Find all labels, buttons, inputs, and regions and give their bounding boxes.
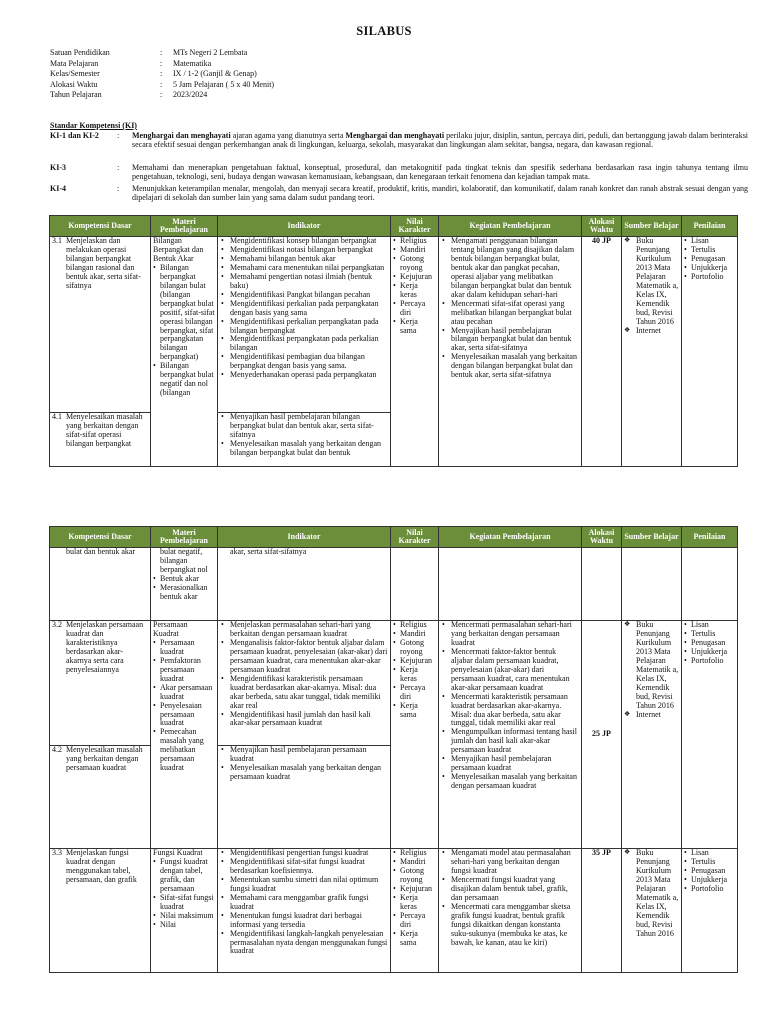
list-item: • Religius [393, 621, 436, 630]
list-item: • Menyajikan hasil pembelajaran persamaan kuadrat [220, 746, 388, 764]
list-item: • Menyajikan hasil pembelajaran bilangan berpangkat bulat dan bentuk akar, serta sifat-sifatnya [220, 413, 388, 440]
identity-label: Mata Pelajaran [50, 58, 99, 68]
identity-colon: : [160, 58, 163, 68]
table-row [50, 849, 738, 973]
nilai-list [393, 621, 436, 719]
list-item: • Penyelesaian persamaan kuadrat [153, 702, 215, 729]
list-item: • Mengidentifikasi langkah-langkah penyelesaian permasalahan nyata dengan menggunakan fungsi kuadrat [220, 930, 388, 957]
kegiatan-cell [439, 237, 582, 467]
nilai-cell [391, 621, 439, 849]
materi-lead: Persamaan Kuadrat [153, 620, 188, 638]
table-header-row [50, 216, 738, 237]
list-item: • Mandiri [393, 630, 436, 639]
list-item: • Lisan [684, 237, 735, 246]
list-item: • Pemecahan masalah yang melibatkan persamaan kuadrat [153, 728, 215, 773]
list-item: • Mencermati faktor-faktor bentuk aljabar dalam persamaan kuadrat, penyelesaian (akar-akar) dari persamaan kuadrat, cara menentukan akar-akar persamaan kuadrat [441, 648, 579, 693]
list-item: • Gotong royong [393, 639, 436, 657]
list-item: • Tertulis [684, 630, 735, 639]
list-item: • Nilai maksimum [153, 912, 215, 921]
list-item: • Memahami bilangan bentuk akar [220, 255, 388, 264]
list-item: • Gotong royong [393, 867, 436, 885]
ki-colon: : [117, 163, 120, 172]
list-item: • Kerja keras [393, 282, 436, 300]
header-kegiatan: Kegiatan Pembelajaran [439, 216, 582, 237]
list-item: • Akar persamaan kuadrat [153, 684, 215, 702]
header-sumber: Sumber Belajar [622, 216, 682, 237]
table-row [50, 548, 738, 621]
list-item: • Mengidentifikasi notasi bilangan berpangkat [220, 246, 388, 255]
indikator-cell: akar, serta sifat-sifatnya [218, 548, 391, 621]
header-nilai-karakter: Nilai Karakter [391, 216, 439, 237]
list-item: • Mengidentifikasi Pangkat bilangan pecahan [220, 291, 388, 300]
identity-value: 5 Jam Pelajaran ( 5 x 40 Menit) [173, 79, 275, 89]
list-item: ❖ Buku Penunjang Kurikulum 2013 Mata Pelajaran Matematik a, Kelas IX, Kemendik bud, Revisi Tahun 2016 [624, 849, 679, 939]
list-item: • Unjukkerja [684, 264, 735, 273]
header-alokasi: Alokasi Waktu [582, 527, 622, 548]
list-item: • Menyederhanakan operasi pada perpangkatan [220, 371, 388, 380]
kd-cell [50, 621, 151, 849]
penilaian-cell [682, 849, 738, 973]
header-indikator: Indikator [218, 216, 391, 237]
list-item: • Percaya diri [393, 912, 436, 930]
penilaian-list [684, 237, 735, 282]
kd-item: 4.2 Menyelesaikan masalah yang berkaitan dengan persamaan kuadrat [52, 745, 143, 772]
list-item: • Mengidentifikasi karakteristik persamaan kuadrat berdasarkan akar-akarnya. Misal: dua akar berbeda, satu akar tunggal, tidak memiliki akar real [220, 675, 388, 711]
sumber-list [624, 849, 679, 939]
header-alokasi: Alokasi Waktu [582, 216, 622, 237]
ki-text: Menghargai dan menghayati ajaran agama yang dianutnya serta Menghargai dan menghayati perilaku jujur, disiplin, santun, percaya diri, peduli, dan bertanggung jawab dalam berinteraksi secara efektif sesuai dengan perkembangan anak di lingkungan, keluarga, sekolah, masyarakat dan lingkungan alam sekitar, bangsa, negara, dan kawasan regional. [132, 131, 749, 150]
list-item: ❖ Internet [624, 327, 679, 336]
table-row [50, 237, 738, 467]
penilaian-list [684, 849, 735, 894]
list-item: • Menyelesaikan masalah yang berkaitan dengan bilangan berpangkat bulat dan bentuk [220, 440, 388, 458]
penilaian-cell [682, 237, 738, 467]
list-item: • Kerja sama [393, 318, 436, 336]
identity-colon: : [160, 69, 163, 78]
list-item: • Mengidentifikasi hasil jumlah dan hasil kali akar-akar persamaan kuadrat [220, 711, 388, 729]
header-kegiatan: Kegiatan Pembelajaran [439, 527, 582, 548]
list-item: • Mengidentifikasi konsep bilangan berpangkat [220, 237, 388, 246]
list-item: • Kejujuran [393, 273, 436, 282]
table-header-row [50, 527, 738, 548]
list-item: • Menyajikan hasil pembelajaran bilangan berpangkat bulat dan bentuk akar, serta sifat-sifatnya [441, 327, 579, 354]
list-item: • Penugasan [684, 867, 735, 876]
list-item: ❖ Buku Penunjang Kurikulum 2013 Mata Pelajaran Matematik a, Kelas IX, Kemendik bud, Revisi Tahun 2016 [624, 621, 679, 711]
list-item: • Mencermati sifat-sifat operasi yang melibatkan bilangan berpangkat bulat atau pecahan [441, 300, 579, 327]
identity-colon: : [160, 79, 163, 89]
identity-label: Kelas/Semester [50, 69, 100, 78]
list-item: • Kerja keras [393, 894, 436, 912]
indikator-list [220, 621, 388, 728]
list-item: • Mandiri [393, 246, 436, 255]
list-item: • Penugasan [684, 639, 735, 648]
list-item: • Religius [393, 237, 436, 246]
document-title: SILABUS [356, 24, 412, 38]
materi-list [153, 575, 215, 602]
list-item: • Sifat-sifat fungsi kuadrat [153, 894, 215, 912]
indikator-list [220, 746, 388, 782]
kegiatan-cell [439, 849, 582, 973]
list-item: • Mengidentifikasi perpangkatan pada perkalian bilangan [220, 335, 388, 353]
list-item: • Percaya diri [393, 684, 436, 702]
materi-list [153, 639, 215, 773]
materi-list [153, 264, 215, 398]
nilai-cell [391, 548, 439, 621]
sumber-list [624, 621, 679, 719]
ki-key: KI-3 [50, 163, 66, 172]
list-item: • Portofolio [684, 885, 735, 894]
list-item: • Kerja keras [393, 666, 436, 684]
list-item: • Persamaan kuadrat [153, 639, 215, 657]
list-item: • Nilai [153, 921, 215, 930]
kd-cell [50, 849, 151, 973]
list-item: • Fungsi kuadrat dengan tabel, grafik, dan persamaan [153, 858, 215, 894]
kd-item: 4.1 Menyelesaikan masalah yang berkaitan dengan sifat-sifat operasi bilangan berpangkat [52, 412, 143, 448]
list-item: • Mengidentifikasi sifat-sifat fungsi kuadrat berdasarkan koefisiennya. [220, 858, 388, 876]
alokasi-cell [582, 548, 622, 621]
list-item: ❖ Buku Penunjang Kurikulum 2013 Mata Pelajaran Matematik a, Kelas IX, Kemendik bud, Revisi Tahun 2016 [624, 237, 679, 327]
list-item: • Merasionalkan bentuk akar [153, 584, 215, 602]
materi-cell [151, 237, 218, 467]
list-item: • Kejujuran [393, 885, 436, 894]
identity-value: Matematika [173, 58, 212, 68]
nilai-list [393, 237, 436, 335]
ki-text: Memahami dan menerapkan pengetahuan faktual, konseptual, prosedural, dan metakognitif pada tingkat teknis dan spesifik sederhana berdasarkan rasa ingin tahunya tentang ilmu pengetahuan, teknologi, seni, budaya dengan wawasan kemanusiaan, kebangsaan, dan kenegaraan terkait fenomena dan kejadian tampak mata. [132, 163, 748, 182]
kd-item: 3.1 Menjelaskan dan melakukan operasi bilangan berpangkat bilangan rasional dan bentuk akar, serta sifat-sifatnya [52, 236, 141, 290]
identity-value: 2023/2024 [173, 90, 208, 99]
list-item: ❖ Internet [624, 711, 679, 720]
list-item: • Mencermati karakteristik persamaan kuadrat berdasarkan akar-akarnya. Misal: dua akar berbeda, satu akar tunggal, tidak memiliki akar real [441, 693, 579, 729]
indikator-list [220, 237, 388, 380]
list-item: • Menjelaskan permasalahan sehari-hari yang berkaitan dengan persamaan kuadrat [220, 621, 388, 639]
kd-item: 3.3 Menjelaskan fungsi kuadrat dengan menggunakan tabel, persamaan, dan grafik [52, 848, 137, 884]
alokasi-cell: 25 JP [582, 621, 622, 849]
list-item: • Kerja sama [393, 930, 436, 948]
list-item: • Unjukkerja [684, 648, 735, 657]
materi-lead: Bilangan Berpangkat dan Bentuk Akar [153, 236, 204, 263]
list-item: • Lisan [684, 849, 735, 858]
list-item: • Portofolio [684, 273, 735, 282]
list-item: • Mengumpulkan informasi tentang hasil jumlah dan hasil kali akar-akar persamaan kuadrat [441, 728, 579, 755]
materi-lead: Fungsi Kuadrat [153, 848, 203, 857]
header-sumber: Sumber Belajar [622, 527, 682, 548]
list-item: • Memahami cara menentukan nilai perpangkatan [220, 264, 388, 273]
list-item: • Lisan [684, 621, 735, 630]
list-item: • Bentuk akar [153, 575, 215, 584]
list-item: • Mengidentifikasi perkalian pada perpangkatan dengan basis yang sama [220, 300, 388, 318]
materi-cell [151, 621, 218, 849]
indikator-cell [218, 849, 391, 973]
list-item: • Pemfaktoran persamaan kuadrat [153, 657, 215, 684]
penilaian-cell [682, 548, 738, 621]
penilaian-cell [682, 621, 738, 849]
header-penilaian: Penilaian [682, 527, 738, 548]
identity-colon: : [160, 90, 163, 99]
list-item: • Mencermati permasalahan sehari-hari yang berkaitan dengan persamaan kuadrat [441, 621, 579, 648]
indikator-list [220, 849, 388, 956]
table-row [50, 621, 738, 849]
kegiatan-cell [439, 621, 582, 849]
list-item: • Memahami pengertian notasi ilmiah (bentuk baku) [220, 273, 388, 291]
list-item: • Mengidentifikasi perkalian perpangkatan pada bilangan berpangkat [220, 318, 388, 336]
list-item: • Mencermati fungsi kuadrat yang disajikan dalam bentuk tabel, grafik, dan persamaan [441, 876, 579, 903]
identity-label: Alokasi Waktu [50, 79, 98, 89]
syllabus-table-2 [49, 526, 738, 973]
ki-colon: : [117, 184, 120, 193]
list-item: • Mandiri [393, 858, 436, 867]
sumber-cell [622, 237, 682, 467]
list-item: • Mengidentifikasi pengertian fungsi kuadrat [220, 849, 388, 858]
identity-colon: : [160, 48, 163, 57]
nilai-cell [391, 237, 439, 467]
list-item: • Tertulis [684, 858, 735, 867]
list-item: • Mengidentifikasi pembagian dua bilangan berpangkat dengan basis yang sama. [220, 353, 388, 371]
header-nilai-karakter: Nilai Karakter [391, 527, 439, 548]
ki-key: KI-4 [50, 184, 66, 193]
identity-value: IX / 1-2 (Ganjil & Genap) [173, 69, 257, 78]
list-item: • Kerja sama [393, 702, 436, 720]
list-item: • Mengamati model atau permasalahan sehari-hari yang berkaitan dengan fungsi kuadrat [441, 849, 579, 876]
ki-key: KI-1 dan KI-2 [50, 131, 99, 140]
sumber-cell [622, 621, 682, 849]
list-item: • Unjukkerja [684, 876, 735, 885]
indikator-list [220, 413, 388, 458]
materi-cell [151, 849, 218, 973]
sumber-cell [622, 849, 682, 973]
nilai-list [393, 849, 436, 947]
sumber-list [624, 237, 679, 335]
kegiatan-list [441, 621, 579, 791]
identity-value: MTs Negeri 2 Lembata [173, 48, 248, 57]
kegiatan-list [441, 237, 579, 380]
list-item: • Menyajikan hasil pembelajaran persamaan kuadrat [441, 755, 579, 773]
ki-text: Menunjukkan keterampilan menalar, mengolah, dan menyaji secara kreatif, produktif, kritis, mandiri, kolaboratif, dan komunikatif, dalam ranah konkret dan ranah abstrak sesuai dengan yang dipelajari di sekolah dan sumber lain yang sama dalam sudut pandang teori. [132, 184, 748, 203]
syllabus-table-1 [49, 215, 738, 467]
list-item: • Menganalisis faktor-faktor bentuk aljabar dalam persamaan kuadrat, penyelesaian (akar-akar) dari persamaan kuadrat, cara menentukan akar-akar persamaan kuadrat [220, 639, 388, 675]
kd-cell [50, 237, 151, 467]
list-item: • Menentukan sumbu simetri dan nilai optimum fungsi kuadrat [220, 876, 388, 894]
identity-label: Tahun Pelajaran [50, 90, 102, 99]
kegiatan-cell [439, 548, 582, 621]
list-item: • Kejujuran [393, 657, 436, 666]
indikator-cell [218, 237, 391, 467]
list-item: • Menyelesaikan masalah yang berkaitan dengan bilangan berpangkat bulat dan bentuk akar, serta sifat-sifatnya [441, 353, 579, 380]
list-item: • Memahami cara menggambar grafik fungsi kuadrat [220, 894, 388, 912]
list-item: • Menyelesaikan masalah yang berkaitan dengan persamaan kuadrat [441, 773, 579, 791]
list-item: • Bilangan berpangkat bulat negatif dan nol (bilangan [153, 362, 215, 398]
list-item: • Portofolio [684, 657, 735, 666]
kd-item: 3.2 Menjelaskan persamaan kuadrat dan karakteristiknya berdasarkan akar-akarnya serta cara penyelesaiannya [52, 620, 144, 674]
identity-label: Satuan Pendidikan [50, 48, 110, 57]
list-item: • Mencermati cara menggambar sketsa grafik fungsi kuadrat, bentuk grafik fungsi dikaitkan dengan konstanta suku-sukunya (membuka ke atas, ke bawah, ke kanan, atau ke kiri) [441, 903, 579, 948]
list-item: • Bilangan berpangkat bilangan bulat (bilangan berpangkat bulat positif, sifat-sifat operasi bilangan berpangkat, sifat perpangkatan bilangan berpangkat) [153, 264, 215, 362]
list-item: • Religius [393, 849, 436, 858]
header-materi: Materi Pembelajaran [151, 527, 218, 548]
header-kompetensi-dasar: Kompetensi Dasar [50, 216, 151, 237]
list-item: • Tertulis [684, 246, 735, 255]
list-item: • Menentukan fungsi kuadrat dari berbagai informasi yang tersedia [220, 912, 388, 930]
materi-cell: bulat negatif, bilangan berpangkat nol • Bentuk akar • Merasionalkan bentuk akar [151, 548, 218, 621]
alokasi-cell: 35 JP [582, 849, 622, 973]
materi-list [153, 858, 215, 930]
ki-heading: Standar Kompetensi (KI) [50, 121, 137, 130]
nilai-cell [391, 849, 439, 973]
penilaian-list [684, 621, 735, 666]
alokasi-cell: 40 JP [582, 237, 622, 467]
list-item: • Penugasan [684, 255, 735, 264]
sumber-cell [622, 548, 682, 621]
list-item: • Percaya diri [393, 300, 436, 318]
ki-colon: : [117, 131, 120, 140]
indikator-cell [218, 621, 391, 849]
header-kompetensi-dasar: Kompetensi Dasar [50, 527, 151, 548]
header-materi: Materi Pembelajaran [151, 216, 218, 237]
header-penilaian: Penilaian [682, 216, 738, 237]
list-item: • Menyelesaikan masalah yang berkaitan dengan persamaan kuadrat [220, 764, 388, 782]
kegiatan-list [441, 849, 579, 947]
header-indikator: Indikator [218, 527, 391, 548]
list-item: • Gotong royong [393, 255, 436, 273]
kd-cell: bulat dan bentuk akar [50, 548, 151, 621]
list-item: • Mengamati penggunaan bilangan tentang bilangan yang disajikan dalam bentuk bilangan berpangkat bulat, bentuk akar dan pangkat pecahan, operasi aljabar yang melibatkan bilangan berpangkat bulat dan bentuk akar dalam kehidupan sehari-hari [441, 237, 579, 300]
